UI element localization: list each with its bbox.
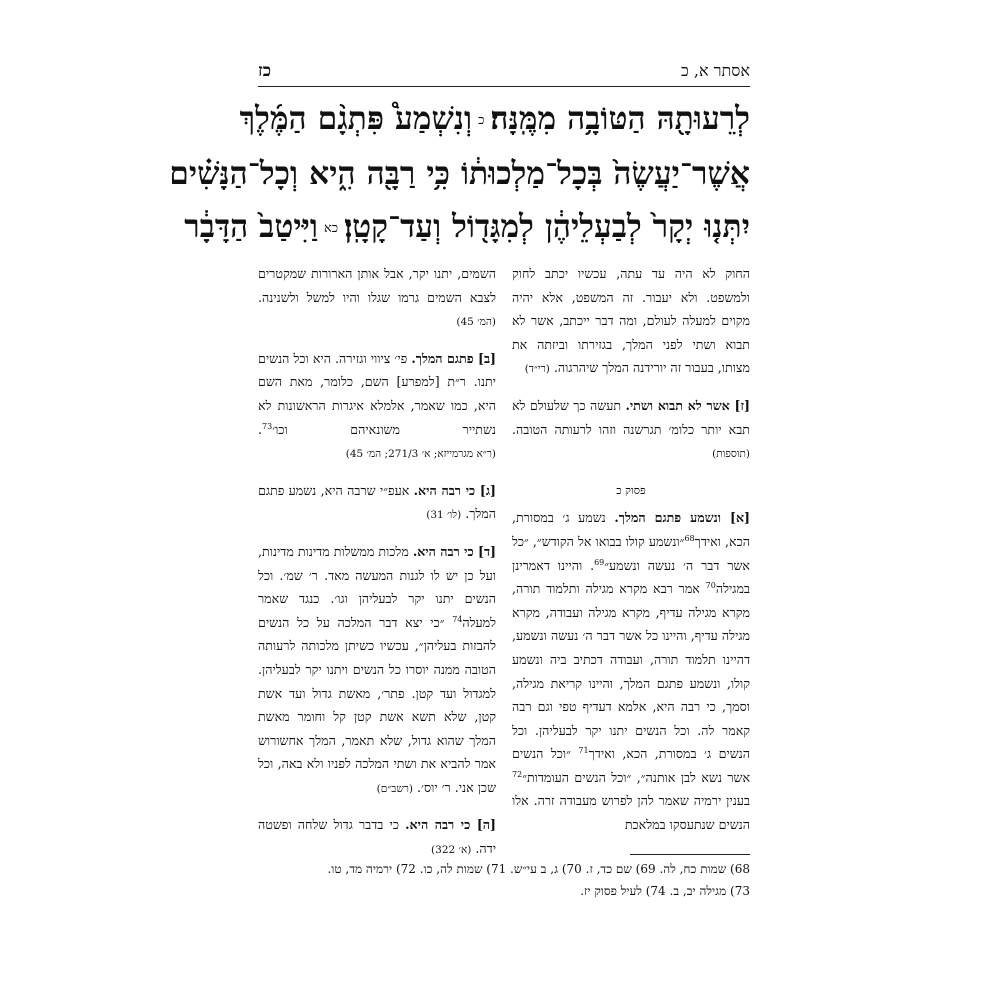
footnote-line: 68) שמות כח, לה. 69) שם כד, ז. 70) ג, ב עי״ש. 71) שמות לה, כו. 72) ירמיה מד, טו. bbox=[327, 862, 750, 876]
commentary-paragraph: [א] ונשמע פתגם המלך. נשמע ג׳ במסורת, הכא, ואידך$^{68}$״ונשמע קולו בבואו אל הקודש״, ״כל אשר דבר ה׳ נעשה ונשמע״$^{69}$. והיינו דאמרינן במגילה$^{70}$ אמר רבא מקרא מגילה ותלמוד תורה, מקרא מגילה עדיף, מקרא מגילה ועבודה, מקרא מגילה עדיף, והיינו כל אשר דבר ה׳ נעשה ונשמע, דהיינו תלמוד תורה, ועבודה דכתיב ביה ונשמע קולו, ונשמע פתגם המלך, והיינו קריאת מגילה, וסמך, כי רבה היא, אלמא דעדיף טפי וגם רבה קאמר לה. וכל הנשים יתנו יקר לבעליהן. וכל הנשים ג׳ במסורת, הכא, ואידך$^{71}$ ״וכל הנשים אשר נשא לבן אותנה״, ״וכל הנשים העומדות״$^{72}$ בענין ירמיה שאמר להן לפרוש מעבודה זרה. אלו הנשים שנתעסקו במלאכת bbox=[512, 510, 750, 833]
lemma-heading: [ז] אשר לא תבוא ושתי. bbox=[625, 397, 750, 413]
source-citation: (המ׳ 45) bbox=[456, 316, 496, 329]
running-header bbox=[258, 56, 750, 87]
source-citation: (רשב״ם) bbox=[376, 782, 414, 795]
source-citation: (לו׳ 31) bbox=[426, 509, 462, 522]
commentary-paragraph: [ז] אשר לא תבוא ושתי. תעשה כך שלעולם לא תבא יותר כלומ׳ תגרשנה וזהו לרעותה הטובה. (תוספות) bbox=[512, 397, 750, 461]
footnote-marker: 68 bbox=[684, 533, 695, 543]
commentary-paragraph: [ג] כי רבה היא. אעפ״י שרבה היא, נשמע פתגם המלך. (לו׳ 31) bbox=[258, 482, 496, 522]
verse-line-3: יִתְּנ֤וּ יְקָר֙ לְבַעְלֵיהֶ֔ן לְמִגָּד֖וֹל וְעַד־קָטָֽן׃כאוַיִּיטַב֙ הַדָּבָ֔ר bbox=[184, 208, 750, 245]
footnote-line: 73) מגילה יב, ב. 74) לעיל פסוק יז. bbox=[580, 884, 750, 898]
source-citation: (ר״א מגרמייזא; א׳ 271/3; המ׳ 45) bbox=[345, 448, 496, 461]
footnotes bbox=[250, 858, 750, 902]
verse-line-2: אֲשֶׁר־יַעֲשֶׂה֙ בְּכָל־מַלְכוּת֔וֹ כִּ֥י רַבָּ֖ה הִ֑יא וְכָל־הַנָּשִׁ֗ים bbox=[169, 155, 750, 192]
commentary-column-right bbox=[512, 262, 750, 849]
footnote-marker: 69 bbox=[594, 557, 605, 567]
verse-text bbox=[169, 92, 750, 255]
lemma-heading: [ה] כי רבה היא. bbox=[405, 817, 496, 833]
commentary-paragraph: החוק לא היה עד עתה, עכשיו יכתב לחוק ולמשפט. ולא יעבור. זה המשפט, אלא יהיה מקוים למעלה לעולם, ומה דבר ייכתב, אשר לא תבוא ושתי לפני המלך, בגזירתו וביזתה את מצותו, בעבור זה יורידנה המלך שיהרגוה. (רי״ד) bbox=[512, 266, 750, 376]
lemma-heading: [א] ונשמע פתגם המלך. bbox=[614, 510, 750, 526]
lemma-heading: [ג] כי רבה היא. bbox=[413, 482, 496, 498]
commentary-paragraph: השמים, יתנו יקר, אבל אותן הארורות שמקטרים לצבא השמים גרמו שגלו והיו למשל ולשנינה. (המ׳ 45) bbox=[258, 266, 496, 329]
footnote-divider bbox=[630, 854, 750, 855]
lemma-heading: [ד] כי רבה היא. bbox=[412, 543, 496, 559]
verse-number: כא bbox=[323, 221, 339, 236]
page-number: כז bbox=[258, 61, 272, 81]
verse-line-1: לְרֵעוּתָ֖הּ הַטּוֹבָ֥ה מִמֶּֽנָּה׃כוְנִשְׁמַע֩ פִּתְגָ֨ם הַמֶּ֜לֶךְ bbox=[239, 100, 750, 137]
source-citation: (תוספות) bbox=[712, 448, 750, 461]
footnote-marker: 71 bbox=[578, 746, 589, 756]
source-citation: (א׳ 322) bbox=[431, 844, 472, 857]
verse-number: כ bbox=[478, 113, 485, 128]
source-citation: (רי״ד) bbox=[524, 363, 550, 376]
footnote-marker: 74 bbox=[452, 614, 463, 624]
footnote-marker: 73 bbox=[262, 421, 273, 431]
section-heading: פסוק כ bbox=[616, 483, 646, 497]
footnote-marker: 70 bbox=[705, 580, 716, 590]
running-title: אסתר א, כ bbox=[681, 61, 750, 80]
commentary-column-left bbox=[258, 262, 496, 875]
commentary-paragraph: [ד] כי רבה היא. מלכות ממשלות מדינות מדינות, ועל כן יש לו לגנות המעשה מאד. ר׳ שמ׳. וכל הנשים יתנו יקר לבעליהן וגו׳. כנגד שאמר למעלה$^{74}$ ״כי יצא דבר המלכה על כל הנשים להבזות בעליהן״, עכשיו כשיתן מלכותה לרעותה הטובה ממנה יוסרו כל הנשים ויתנו יקר לבעליהן. למגדול ועד קטן. פתר׳, מאשת גדול ועד אשת קטן, שלא תשא אשת קטן קל וחומר מאשת המלך שהוא גדול, שלא תאמר, המלך אחשורוש אמר להביא את ושתי המלכה לפניו ולא באה, וכל שכן אני. ר׳ יוס׳. (רשב״ם) bbox=[258, 543, 496, 795]
lemma-heading: [ב] פתגם המלך. bbox=[411, 350, 497, 366]
commentary-paragraph: [ב] פתגם המלך. פי׳ ציווי וגזירה. היא וכל הנשים יתנו. ר״ת [למפרע] השם, כלומר, מאת השם היא, כמו שאמר, אלמלא איגרות הראשונות לא נשתייר משונאיהם וכו׳$^{73}$. (ר״א מגרמייזא; א׳ 271/3; המ׳ 45) bbox=[258, 350, 497, 461]
commentary-paragraph: [ה] כי רבה היא. כי בדבר גדול שלחה ופשטה ידה. (א׳ 322) bbox=[258, 817, 496, 857]
footnote-marker: 72 bbox=[512, 769, 523, 779]
